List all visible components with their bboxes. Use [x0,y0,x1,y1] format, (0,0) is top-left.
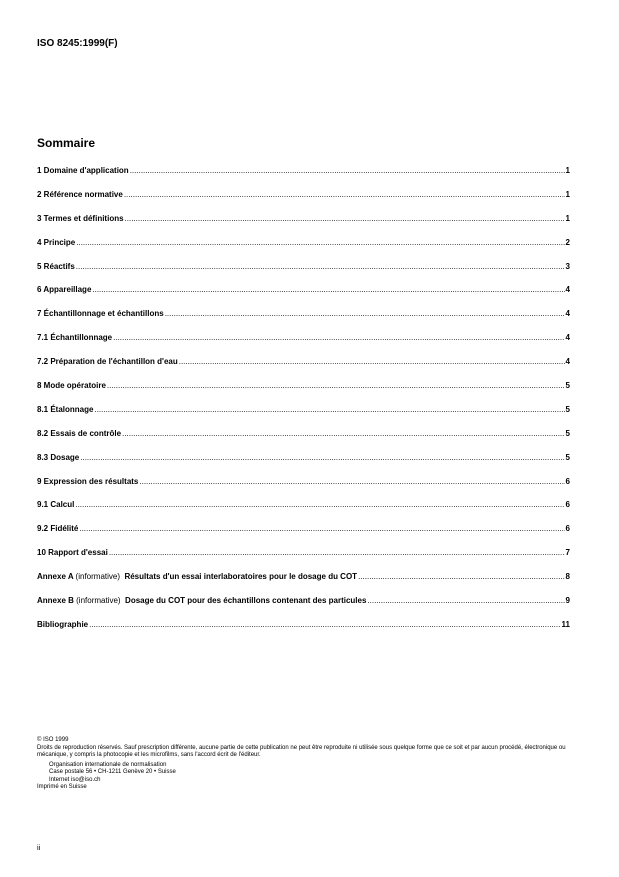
toc-entry[interactable] [37,166,570,190]
toc-entry-page: 5 [565,381,570,391]
toc-entry[interactable] [37,309,570,333]
toc-leader-dots [89,620,560,629]
toc-leader-dots [124,190,565,199]
toc-entry-title: Annexe B [37,596,74,606]
toc-entry-title: Bibliographie [37,619,89,629]
toc-entry-title: 2 Référence normative [37,189,123,199]
toc-entry[interactable] [37,524,570,548]
toc-leader-dots [367,596,564,605]
toc-heading: Sommaire [37,136,96,150]
toc-leader-dots [109,548,565,557]
toc-entry-page: 5 [565,452,570,462]
toc-entry-label [37,548,108,557]
toc-entry-annex-title: Dosage du COT pour des échantillons contenant des particules [125,596,367,606]
toc-entry-title: 6 Appareillage [37,285,92,295]
toc-leader-dots [80,453,564,462]
toc-entry-label [37,429,121,438]
toc-entry-label [37,190,123,199]
toc-leader-dots [75,500,564,509]
toc-entry-page: 6 [565,476,570,486]
toc-entry-title: 9 Expression des résultats [37,476,139,486]
standard-id: ISO 8245:1999(F) [37,38,118,49]
toc-entry[interactable] [37,500,570,524]
toc-entry-title: 4 Principe [37,237,76,247]
toc-entry[interactable] [37,214,570,238]
toc-entry[interactable] [37,333,570,357]
toc-entry-page: 6 [565,524,570,534]
toc-leader-dots [113,333,564,342]
toc-entry-page: 5 [565,428,570,438]
toc-entry-title: 1 Domaine d'application [37,166,129,175]
toc-entry-page: 2 [565,237,570,247]
toc-entry-page: 8 [565,572,570,582]
toc-entry-label [37,381,106,390]
toc-leader-dots [76,238,564,247]
toc-entry-label [37,262,75,271]
toc-entry[interactable] [37,453,570,477]
toc-leader-dots [139,477,564,486]
toc-entry[interactable] [37,357,570,381]
toc-entry-title: 9.1 Calcul [37,500,75,510]
page-number: ii [37,843,41,852]
organisation-name: Organisation internationale de normalisation [49,761,167,768]
toc-entry-page: 4 [565,309,570,319]
toc-entry-page: 1 [565,189,570,199]
copyright-notice [37,737,577,792]
toc-leader-dots [130,166,565,175]
toc-entry[interactable] [37,620,570,644]
rights-statement: Droits de reproduction réservés. Sauf prescription différente, aucune partie de cette publication ne peut être reproduite ni utilisée sous quelque forme que ce soit et par aucun procédé, électronique ou mécanique, y compris la photocopie et les microfilms, sans l'accord écrit de l'éditeur. [37,744,566,758]
toc-entry-label [37,309,164,318]
toc-entry[interactable] [37,596,570,620]
toc-entry-page: 7 [565,548,570,558]
toc-leader-dots [358,572,564,581]
toc-entry-title: 9.2 Fidélité [37,524,79,534]
internet-address: Internet iso@iso.ch [49,776,101,783]
toc-entry-label [37,477,138,486]
toc-leader-dots [94,405,564,414]
toc-entry-label [37,620,88,629]
toc-leader-dots [92,285,564,294]
toc-entry[interactable] [37,238,570,262]
toc-entry[interactable] [37,405,570,429]
toc-entry-page: 4 [565,333,570,343]
toc-entry[interactable] [37,548,570,572]
toc-leader-dots [122,429,565,438]
toc-entry-annex-title: Résultats d'un essai interlaboratoires pour le dosage du COT [124,572,358,582]
toc-entry-title: 8 Mode opératoire [37,381,106,391]
toc-entry-title: 10 Rapport d'essai [37,548,108,558]
toc-entry-page: 1 [565,166,570,175]
toc-entry-qualifier: (informative) [75,572,120,582]
toc-entry-label [37,572,357,581]
toc-entry[interactable] [37,381,570,405]
toc-entry-label [37,596,366,605]
toc-entry[interactable] [37,477,570,501]
toc-entry-title: 8.2 Essais de contrôle [37,428,122,438]
copyright-line: © ISO 1999 [37,737,69,743]
toc-entry-title: Annexe A [37,572,74,582]
toc-entry[interactable] [37,429,570,453]
toc-entry-title: 8.3 Dosage [37,452,80,462]
toc-entry-label [37,238,75,247]
toc-entry-page: 4 [565,357,570,367]
toc-entry-qualifier: (informative) [76,596,121,606]
toc-entry-label [37,524,78,533]
toc-entry-page: 5 [565,404,570,414]
toc-entry-page: 4 [565,285,570,295]
toc-entry-title: 8.1 Étalonnage [37,404,94,414]
toc-entry-page: 11 [561,619,570,629]
postal-address: Case postale 56 • CH-1211 Genève 20 • Suisse [49,769,176,775]
toc-entry-title: 3 Termes et définitions [37,213,124,223]
toc-entry[interactable] [37,262,570,286]
toc-entry-label [37,453,79,462]
toc-entry-page: 3 [565,261,570,271]
toc-entry-label [37,214,124,223]
toc-entry-page: 1 [565,213,570,223]
toc-entry-title: 7.1 Échantillonnage [37,333,113,343]
toc-leader-dots [125,214,565,223]
toc-entry-page: 6 [565,500,570,510]
toc-entry-label [37,166,129,175]
toc-entry-title: 7.2 Préparation de l'échantillon d'eau [37,357,178,367]
toc-entry-title: 7 Échantillonnage et échantillons [37,309,164,319]
toc-entry[interactable] [37,285,570,309]
toc-entry-label [37,333,112,342]
toc-entry[interactable] [37,572,570,596]
toc-leader-dots [79,524,564,533]
toc-entry-title: 5 Réactifs [37,261,75,271]
toc-entry[interactable] [37,190,570,214]
toc-leader-dots [179,357,565,366]
table-of-contents [37,166,570,644]
toc-entry-page: 9 [565,596,570,606]
toc-entry-label [37,405,93,414]
toc-entry-label [37,500,74,509]
toc-entry-label [37,357,178,366]
toc-entry-label [37,285,91,294]
printed-in: Imprimé en Suisse [37,784,87,790]
toc-leader-dots [165,309,565,318]
toc-leader-dots [107,381,565,390]
toc-leader-dots [76,262,565,271]
